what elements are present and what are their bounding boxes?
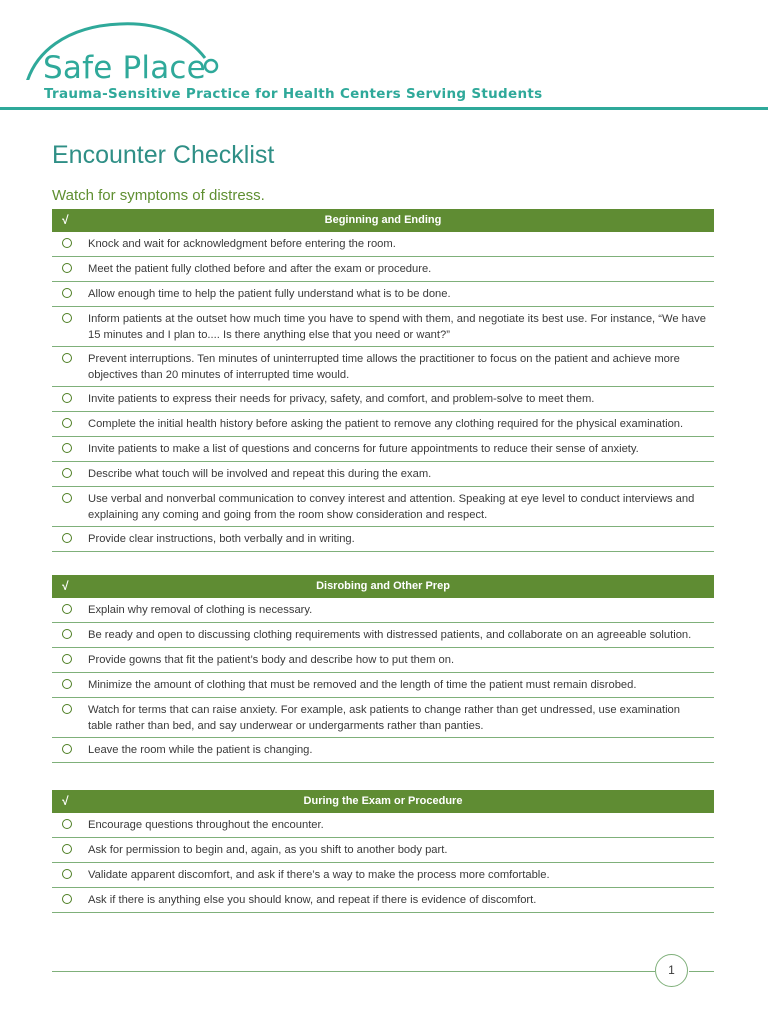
- checkbox-circle-icon[interactable]: [62, 443, 72, 453]
- checklist-item[interactable]: [52, 888, 714, 913]
- checklist-item[interactable]: [52, 437, 714, 462]
- checkbox-circle-icon[interactable]: [62, 704, 72, 714]
- checklist-item[interactable]: [52, 738, 714, 763]
- checkbox-circle-icon[interactable]: [62, 533, 72, 543]
- section-title: Disrobing and Other Prep: [316, 580, 450, 592]
- checklist-item[interactable]: [52, 838, 714, 863]
- checkbox-circle-icon[interactable]: [62, 654, 72, 664]
- footer-rule: [689, 971, 714, 972]
- checklist-item[interactable]: [52, 673, 714, 698]
- item-text: Knock and wait for acknowledgment before entering the room.: [88, 238, 396, 250]
- checklist-item[interactable]: [52, 863, 714, 888]
- item-text: Ask if there is anything else you should know, and repeat if there is evidence of discomfort.: [88, 894, 537, 906]
- checklist-item[interactable]: [52, 232, 714, 257]
- checkbox-circle-icon[interactable]: [62, 819, 72, 829]
- item-text: Complete the initial health history before asking the patient to remove any clothing required for the physical examination.: [88, 418, 684, 430]
- checkbox-circle-icon[interactable]: [62, 629, 72, 639]
- check-column-icon: √: [62, 579, 69, 593]
- item-text: Encourage questions throughout the encounter.: [88, 819, 324, 831]
- checklist-item[interactable]: [52, 347, 714, 387]
- page-subtitle: Watch for symptoms of distress.: [52, 187, 265, 204]
- checklist-item[interactable]: [52, 412, 714, 437]
- footer-rule: [52, 971, 655, 972]
- item-text: Ask for permission to begin and, again, as you shift to another body part.: [88, 844, 448, 856]
- section-header: [52, 575, 714, 598]
- item-text: Allow enough time to help the patient fully understand what is to be done.: [88, 288, 451, 300]
- checkbox-circle-icon[interactable]: [62, 679, 72, 689]
- checklist-item[interactable]: [52, 462, 714, 487]
- section-title: During the Exam or Procedure: [303, 795, 463, 807]
- checklist-item[interactable]: [52, 257, 714, 282]
- checklist-item[interactable]: [52, 282, 714, 307]
- item-text: Provide clear instructions, both verbally and in writing.: [88, 533, 355, 545]
- checkbox-circle-icon[interactable]: [62, 493, 72, 503]
- item-text: Inform patients at the outset how much time you have to spend with them, and negotiate its best use. For instance, “We have 15 minutes and I plan to.... Is there anything else that you need or want?”: [88, 313, 706, 341]
- checklist-item[interactable]: [52, 598, 714, 623]
- check-column-icon: √: [62, 794, 69, 808]
- checkbox-circle-icon[interactable]: [62, 288, 72, 298]
- checkbox-circle-icon[interactable]: [62, 418, 72, 428]
- checkbox-circle-icon[interactable]: [62, 238, 72, 248]
- checklist-item[interactable]: [52, 487, 714, 527]
- item-text: Validate apparent discomfort, and ask if there’s a way to make the process more comfortable.: [88, 869, 550, 881]
- checkbox-circle-icon[interactable]: [62, 468, 72, 478]
- page-number: 1: [655, 954, 688, 987]
- checklist-item[interactable]: [52, 698, 714, 738]
- checkbox-circle-icon[interactable]: [62, 393, 72, 403]
- item-text: Watch for terms that can raise anxiety. For example, ask patients to change rather than get undressed, use examination table rather than bed, and say underwear or undergarments rather than panties.: [88, 704, 681, 732]
- item-text: Explain why removal of clothing is necessary.: [88, 604, 313, 616]
- section-header: [52, 790, 714, 813]
- item-text: Invite patients to express their needs for privacy, safety, and comfort, and problem-solve to meet them.: [88, 393, 595, 405]
- checklist-item[interactable]: [52, 648, 714, 673]
- checklist-item[interactable]: [52, 307, 714, 347]
- checkbox-circle-icon[interactable]: [62, 353, 72, 363]
- section-beginning-and-ending: [52, 209, 714, 552]
- checkbox-circle-icon[interactable]: [62, 869, 72, 879]
- check-column-icon: √: [62, 213, 69, 227]
- item-text: Be ready and open to discussing clothing requirements with distressed patients, and collaborate on an agreeable solution.: [88, 629, 692, 641]
- item-text: Meet the patient fully clothed before and after the exam or procedure.: [88, 263, 432, 275]
- checklist-item[interactable]: [52, 813, 714, 838]
- checklist-item[interactable]: [52, 387, 714, 412]
- item-text: Use verbal and nonverbal communication to convey interest and attention. Speaking at eye level to conduct interviews and explaining any coming and going from the room show consideration and respect.: [88, 493, 695, 521]
- checkbox-circle-icon[interactable]: [62, 744, 72, 754]
- page-title: Encounter Checklist: [52, 141, 275, 169]
- logo-subtitle: Trauma-Sensitive Practice for Health Centers Serving Students: [44, 86, 543, 102]
- item-text: Leave the room while the patient is changing.: [88, 744, 313, 756]
- section-disrobing-and-other-prep: [52, 575, 714, 763]
- section-header: [52, 209, 714, 232]
- checkbox-circle-icon[interactable]: [62, 844, 72, 854]
- checkbox-circle-icon[interactable]: [62, 313, 72, 323]
- item-text: Provide gowns that fit the patient’s body and describe how to put them on.: [88, 654, 455, 666]
- item-text: Describe what touch will be involved and repeat this during the exam.: [88, 468, 432, 480]
- item-text: Prevent interruptions. Ten minutes of uninterrupted time allows the practitioner to focus on the patient and achieve more objectives than 20 minutes of interrupted time would.: [88, 353, 680, 381]
- checklist-item[interactable]: [52, 527, 714, 552]
- section-during-the-exam: [52, 790, 714, 913]
- section-title: Beginning and Ending: [324, 214, 442, 226]
- header: [0, 0, 768, 112]
- item-text: Invite patients to make a list of questions and concerns for future appointments to reduce their sense of anxiety.: [88, 443, 639, 455]
- checkbox-circle-icon[interactable]: [62, 604, 72, 614]
- checklist-item[interactable]: [52, 623, 714, 648]
- header-rule: [0, 107, 768, 110]
- checkbox-circle-icon[interactable]: [62, 263, 72, 273]
- checkbox-circle-icon[interactable]: [62, 894, 72, 904]
- logo-title: Safe Place: [43, 50, 206, 86]
- item-text: Minimize the amount of clothing that must be removed and the length of time the patient must remain disrobed.: [88, 679, 637, 691]
